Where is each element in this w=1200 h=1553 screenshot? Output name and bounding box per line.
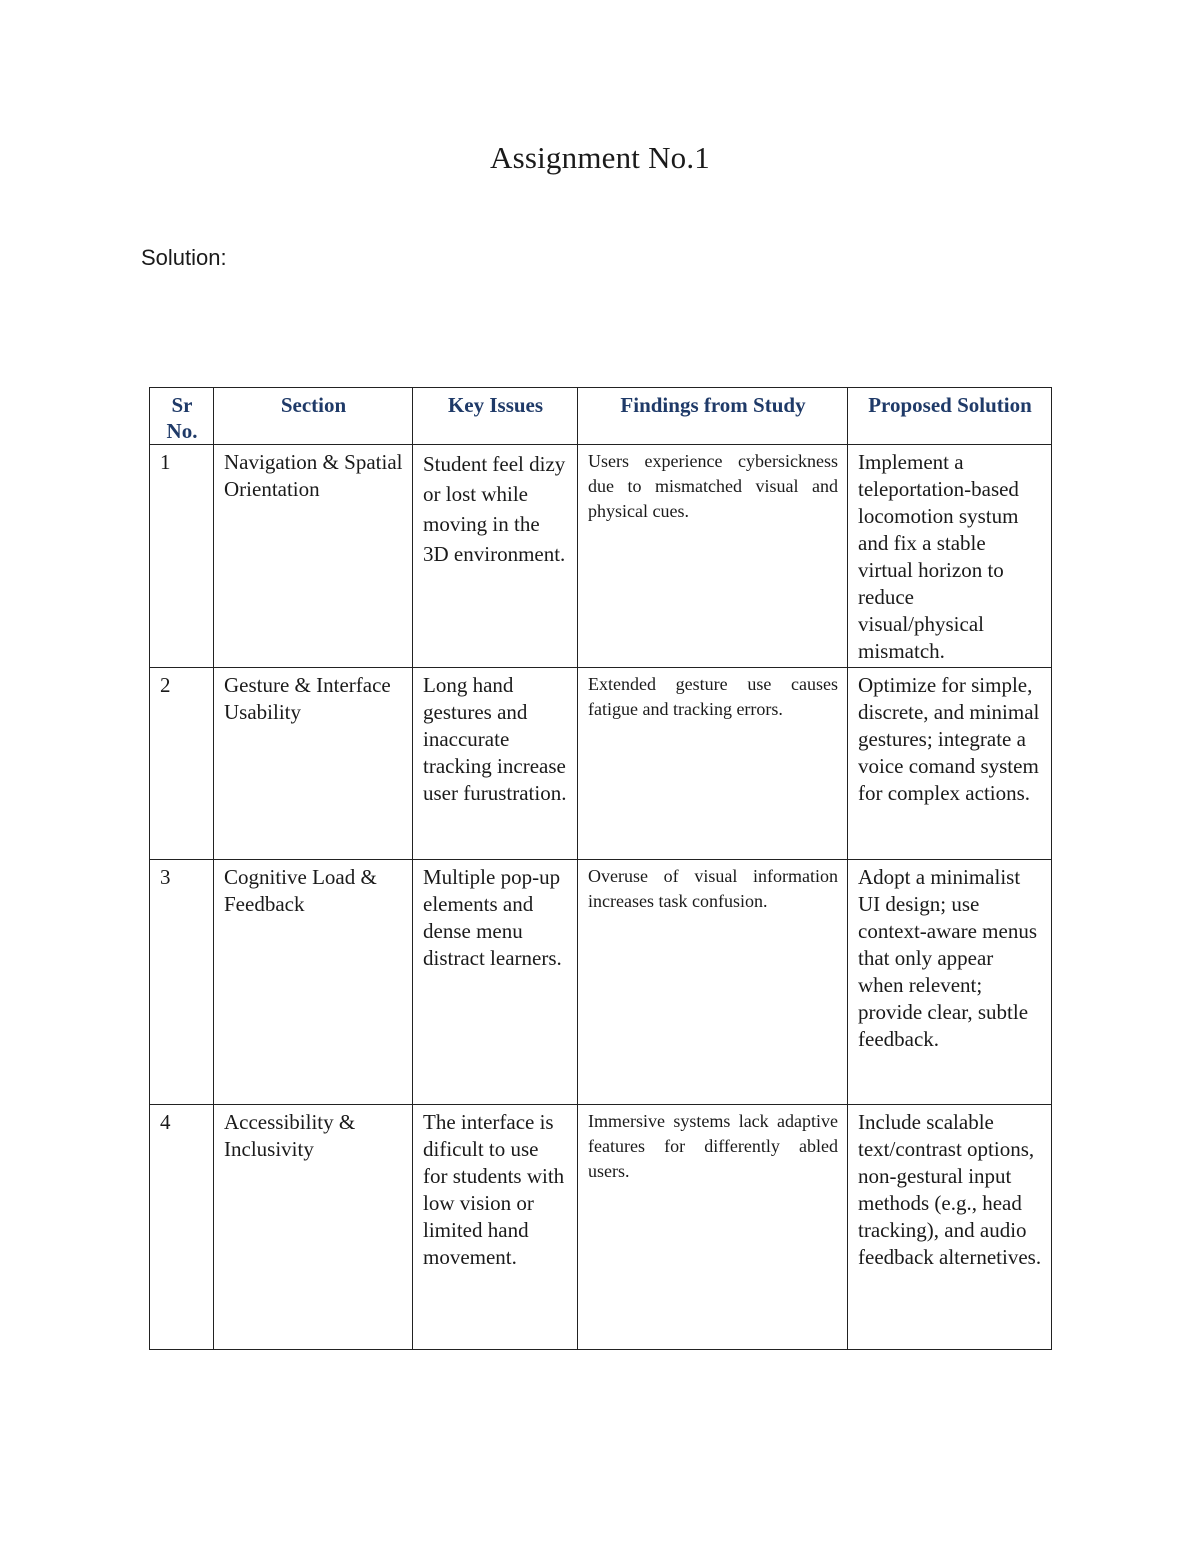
header-section: Section <box>214 388 413 445</box>
document-title: Assignment No.1 <box>490 140 710 175</box>
table-header-row <box>150 388 1052 445</box>
row-findings: Users experience cybersickness due to mismatched visual and physical cues. <box>578 445 848 668</box>
row-section: Cognitive Load & Feedback <box>214 860 413 1105</box>
row-section: Gesture & Interface Usability <box>214 668 413 860</box>
header-proposed-solution: Proposed Solution <box>848 388 1052 445</box>
row-section: Accessibility & Inclusivity <box>214 1105 413 1350</box>
row-findings: Extended gesture use causes fatigue and tracking errors. <box>578 668 848 860</box>
row-sr-number: 2 <box>150 668 214 860</box>
row-proposed-solution: Optimize for simple, discrete, and minimal gestures; integrate a voice comand system for complex actions. <box>848 668 1052 860</box>
row-section: Navigation & Spatial Orientation <box>214 445 413 668</box>
header-sr-no: Sr No. <box>150 388 214 445</box>
header-findings: Findings from Study <box>578 388 848 445</box>
row-key-issues: Student feel dizy or lost while moving in the 3D environment. <box>413 445 578 668</box>
table-row <box>150 1105 1052 1350</box>
solution-label: Solution: <box>141 245 227 270</box>
row-key-issues: Long hand gestures and inaccurate tracking increase user furustration. <box>413 668 578 860</box>
row-proposed-solution: Implement a teleportation-based locomotion systum and fix a stable virtual horizon to reduce visual/physical mismatch. <box>848 445 1052 668</box>
row-sr-number: 3 <box>150 860 214 1105</box>
table-row <box>150 860 1052 1105</box>
row-key-issues: The interface is dificult to use for students with low vision or limited hand movement. <box>413 1105 578 1350</box>
findings-table <box>149 387 1052 1350</box>
row-proposed-solution: Adopt a minimalist UI design; use context-aware menus that only appear when relevent; provide clear, subtle feedback. <box>848 860 1052 1105</box>
row-proposed-solution: Include scalable text/contrast options, non-gestural input methods (e.g., head tracking), and audio feedback alternetives. <box>848 1105 1052 1350</box>
table-row <box>150 668 1052 860</box>
row-sr-number: 4 <box>150 1105 214 1350</box>
row-findings: Overuse of visual information increases task confusion. <box>578 860 848 1105</box>
table-row <box>150 445 1052 668</box>
row-sr-number: 1 <box>150 445 214 668</box>
row-findings: Immersive systems lack adaptive features for differently abled users. <box>578 1105 848 1350</box>
header-key-issues: Key Issues <box>413 388 578 445</box>
row-key-issues: Multiple pop-up elements and dense menu distract learners. <box>413 860 578 1105</box>
